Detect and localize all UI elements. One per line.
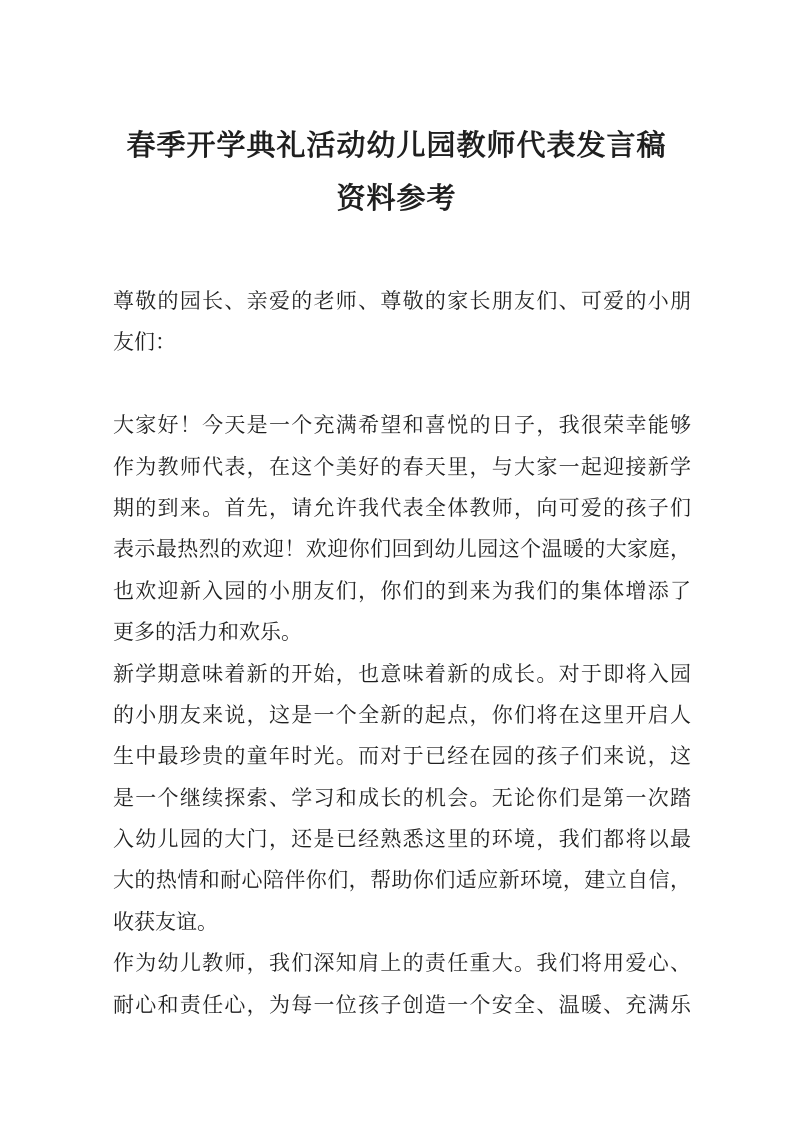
- title-line: 春季开学典礼活动幼儿园教师代表发言稿: [126, 128, 667, 162]
- text-line: 友们：: [113, 330, 176, 355]
- document-title: [0, 119, 793, 225]
- text-line: 也欢迎新入园的小朋友们，你们的到来为我们的集体增添了: [113, 578, 691, 603]
- text-line: 表示最热烈的欢迎！欢迎你们回到幼儿园这个温暖的大家庭，: [113, 537, 691, 562]
- text-line: 新学期意味着新的开始，也意味着新的成长。对于即将入园: [113, 661, 691, 686]
- text-line: 大的热情和耐心陪伴你们，帮助你们适应新环境，建立自信，: [113, 868, 691, 893]
- text-line: 作为幼儿教师，我们深知肩上的责任重大。我们将用爱心、: [113, 951, 691, 976]
- text-line: 期的到来。首先，请允许我代表全体教师，向可爱的孩子们: [113, 495, 691, 520]
- blank-line: [113, 364, 691, 405]
- text-line: 作为教师代表，在这个美好的春天里，与大家一起迎接新学: [113, 454, 691, 479]
- text-line: 耐心和责任心，为每一位孩子创造一个安全、温暖、充满乐: [113, 992, 691, 1017]
- text-line: 是一个继续探索、学习和成长的机会。无论你们是第一次踏: [113, 785, 691, 810]
- text-line: 更多的活力和欢乐。: [113, 620, 302, 645]
- text-line: 的小朋友来说，这是一个全新的起点，你们将在这里开启人: [113, 702, 691, 727]
- document-body: [113, 281, 691, 1026]
- text-line: 大家好！今天是一个充满希望和喜悦的日子，我很荣幸能够: [113, 413, 691, 438]
- text-line: 入幼儿园的大门，还是已经熟悉这里的环境，我们都将以最: [113, 827, 691, 852]
- title-line: 资料参考: [336, 181, 457, 215]
- text-line: 收获友谊。: [113, 909, 218, 934]
- text-line: 尊敬的园长、亲爱的老师、尊敬的家长朋友们、可爱的小朋: [113, 289, 691, 313]
- text-line: 生中最珍贵的童年时光。而对于已经在园的孩子们来说，这: [113, 744, 691, 769]
